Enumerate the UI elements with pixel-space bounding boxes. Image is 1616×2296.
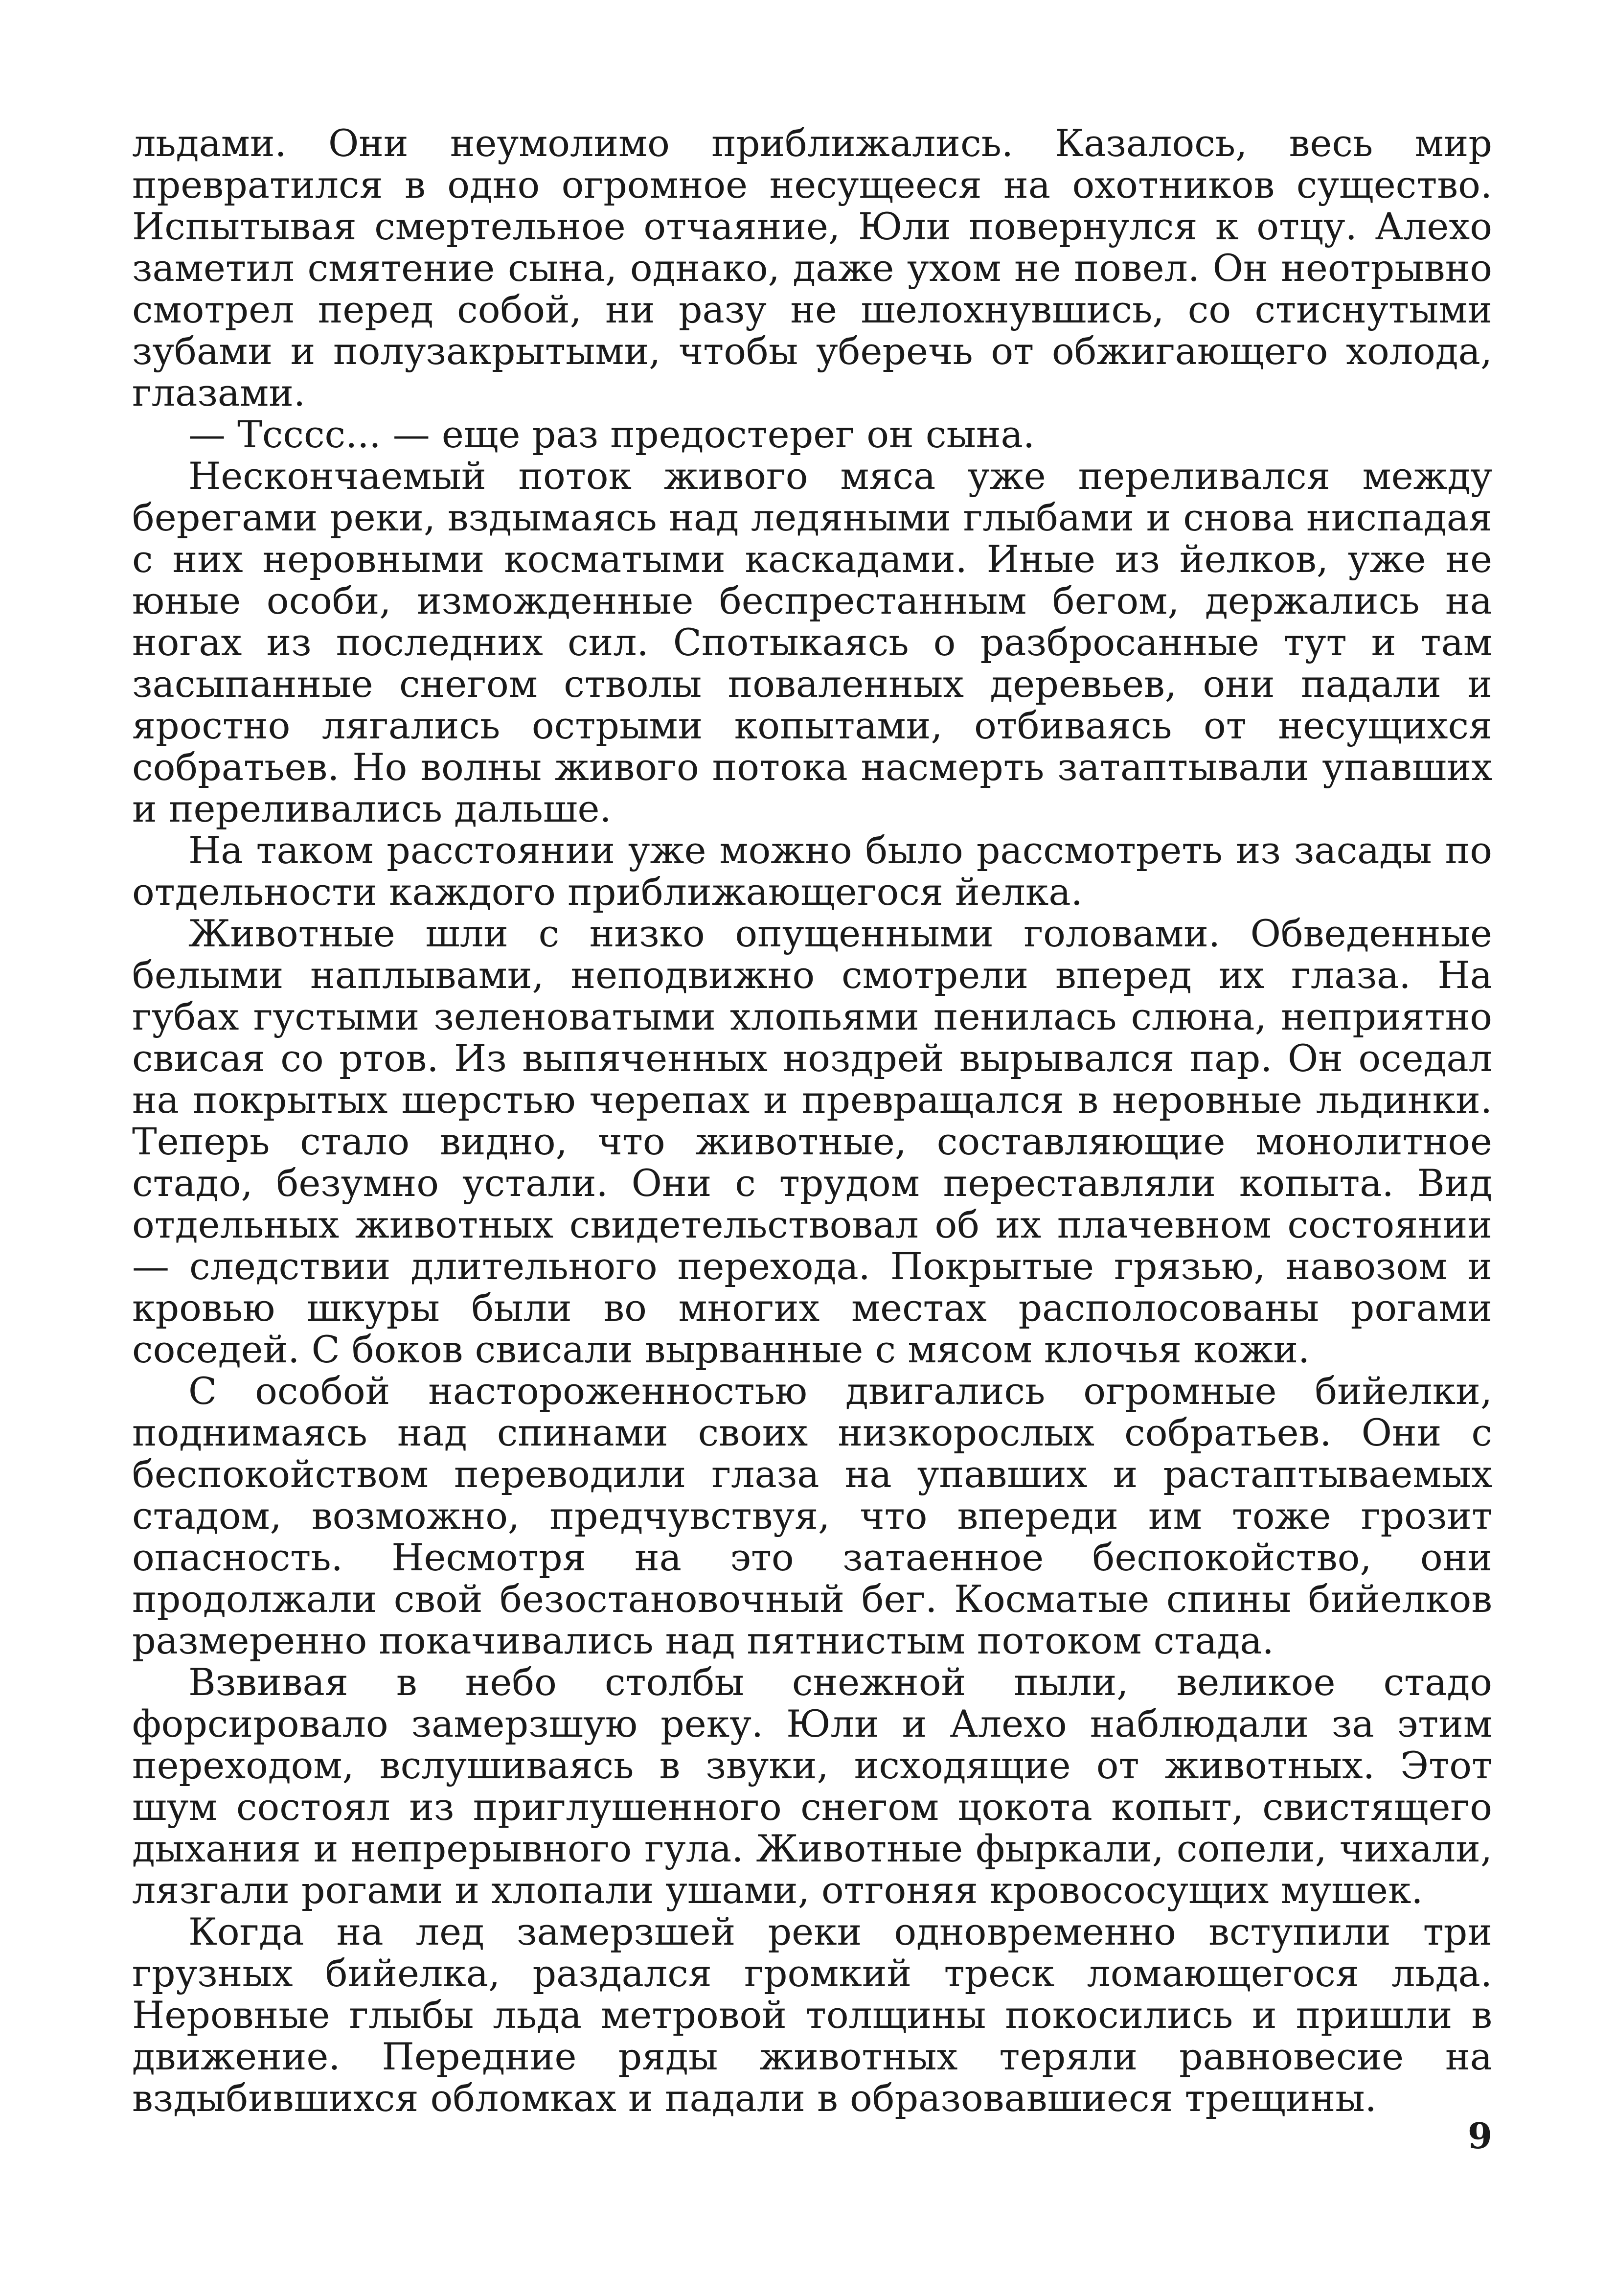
paragraph: Животные шли с низко опущенными головами. Обведенные белыми наплывами, неподвижно смотрели вперед их глаза. На губах густыми зеленоватыми хлопьями пенилась слюна, неприятно свисая со ртов. Из выпяченных ноздрей вырывался пар. Он оседал на покрытых шерстью черепах и превращался в неровные льдинки. Теперь стало видно, что животные, составляющие монолитное стадо, безумно устали. Они с трудом переставляли копыта. Вид отдельных животных свидетельствовал об их плачевном состоянии — следствии длительного перехода. Покрытые грязью, навозом и кровью шкуры были во многих местах располосованы рогами соседей. С боков свисали вырванные с мясом клочья кожи. (132, 912, 1492, 1371)
paragraph: Когда на лед замерзшей реки одновременно вступили три грузных бийелка, раздался громкий треск ломающегося льда. Неровные глыбы льда метровой толщины покосились и пришли в движение. Передние ряды животных теряли равновесие на вздыбившихся обломках и падали в образовавшиеся трещины. (132, 1910, 1492, 2120)
paragraph: С особой настороженностью двигались огромные бийелки, поднимаясь над спинами своих низкорослых собратьев. Они с беспокойством переводили глаза на упавших и растаптываемых стадом, возможно, предчувствуя, что впереди им тоже грозит опасность. Несмотря на это затаенное беспокойство, они продолжали свой безостановочный бег. Косматые спины бийелков размеренно покачивались над пятнистым потоком стада. (132, 1369, 1492, 1662)
page-number: 9 (1467, 2115, 1492, 2157)
paragraph: Взвивая в небо столбы снежной пыли, великое стадо форсировало замерзшую реку. Юли и Алехо наблюдали за этим переходом, вслушиваясь в звуки, исходящие от животных. Этот шум состоял из приглушенного снегом цокота копыт, свистящего дыхания и непрерывного гула. Животные фыркали, сопели, чихали, лязгали рогами и хлопали ушами, отгоняя кровососущих мушек. (132, 1660, 1492, 1912)
page-body (132, 122, 1492, 2119)
paragraph: На таком расстоянии уже можно было рассмотреть из засады по отдельности каждого приближающегося йелка. (132, 828, 1492, 914)
paragraph-continuation: льдами. Они неумолимо приближались. Казалось, весь мир превратился в одно огромное несущееся на охотников существо. Испытывая смертельное отчаяние, Юли повернулся к отцу. Алехо заметил смятение сына, однако, даже ухом не повел. Он неотрывно смотрел перед собой, ни разу не шелохнувшись, со стиснутыми зубами и полузакрытыми, чтобы уберечь от обжигающего холода, глазами. (132, 121, 1492, 414)
paragraph-dialogue: — Тсссс... — еще раз предостерег он сына. (188, 413, 1035, 456)
paragraph: Нескончаемый поток живого мяса уже переливался между берегами реки, вздымаясь над ледяными глыбами и снова ниспадая с них неровными косматыми каскадами. Иные из йелков, уже не юные особи, изможденные беспрестанным бегом, держались на ногах из последних сил. Спотыкаясь о разбросанные тут и там засыпанные снегом стволы поваленных деревьев, они падали и яростно лягались острыми копытами, отбиваясь от несущихся собратьев. Но волны живого потока насмерть затаптывали упавших и переливались дальше. (132, 454, 1492, 830)
